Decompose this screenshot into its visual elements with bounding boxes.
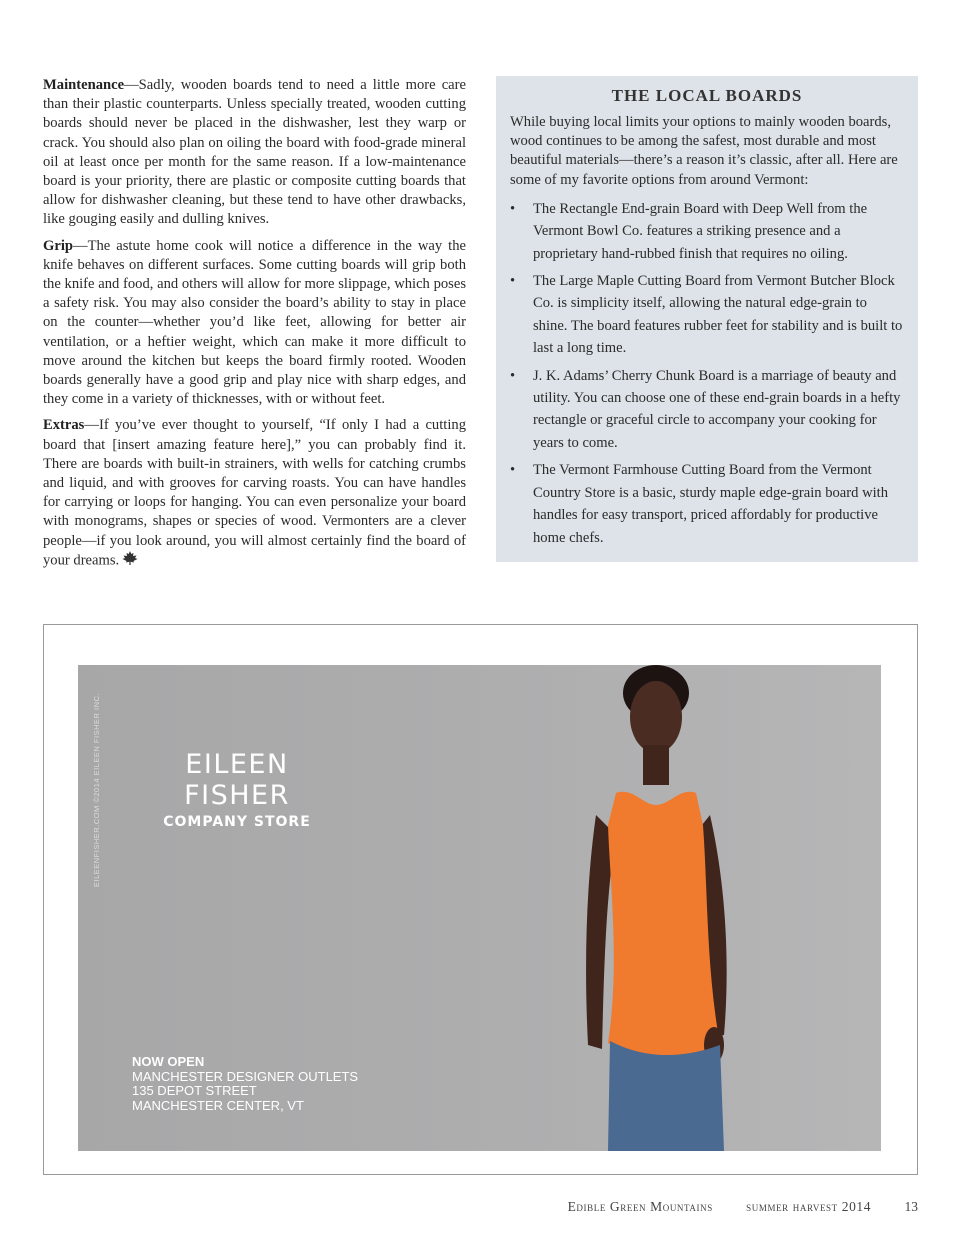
model-photo: [498, 665, 798, 1151]
advertisement-frame: [43, 624, 918, 1175]
maple-leaf-icon: [122, 551, 138, 571]
ad-brand-logo: [132, 749, 342, 830]
brand-subtitle: COMPANY STORE: [163, 814, 311, 830]
text-maintenance: —Sadly, wooden boards tend to need a little more care than their plastic counterparts. Unless specially treated, wooden cutting boards should never be placed in the dishwasher, lest they warp or crack. You should also plan on oiling the board with food-grade mineral oil at least once per month for the same reason. If a low-maintenance board is your priority, there are plastic or composite cutting boards that allow for dishwasher cleaning, but these tend to have other drawbacks, like gouging easily and dulling knives.: [43, 77, 466, 228]
list-item: • The Large Maple Cutting Board from Vermont Butcher Block Co. is simplicity itself, allowing the natural edge-grain to shine. The board features rubber feet for stability and is built to last a long time.: [510, 270, 904, 360]
text-extras: —If you’ve ever thought to yourself, “If only I had a cutting board that [insert amazing feature here],” you can probably find it. There are boards with built-in strainers, with wells for catching crumbs and liquid, and with grooves for carving roasts. You can have handles for carrying or loops for hanging. You can even personalize your board with monograms, shapes or species of wood. Vermonters are a clever people—if you look around, you will almost certainly find the board of your dreams.: [43, 417, 466, 569]
address-line: MANCHESTER CENTER, VT: [132, 1097, 304, 1113]
list-item: • J. K. Adams’ Cherry Chunk Board is a marriage of beauty and utility. You can choose one of these end-grain boards in a hefty rectangle or graceful circle to accompany your cooking for years to come.: [510, 365, 904, 455]
address-line: MANCHESTER DESIGNER OUTLETS: [132, 1068, 359, 1084]
paragraph-extras: [43, 416, 466, 571]
local-boards-sidebar: [496, 76, 918, 562]
paragraph-grip: [43, 237, 466, 410]
address-line: 135 DEPOT STREET: [132, 1083, 257, 1098]
term-extras: Extras: [43, 417, 85, 434]
brand-name: EILEEN FISHER: [184, 749, 290, 811]
list-item: • The Rectangle End-grain Board with Deep Well from the Vermont Bowl Co. features a striking presence and a proprietary hand-rubbed finish that requires no oiling.: [510, 198, 904, 265]
term-grip: Grip: [43, 237, 73, 254]
list-item: • The Vermont Farmhouse Cutting Board from the Vermont Country Store is a basic, sturdy maple edge-grain board with handles for easy transport, priced affordably for productive home chefs.: [510, 459, 904, 549]
article-column: [43, 76, 466, 578]
sidebar-title: THE LOCAL BOARDS: [611, 86, 803, 105]
issue-name: summer harvest 2014: [746, 1199, 872, 1214]
page-number: 13: [904, 1199, 918, 1214]
store-address: [132, 1055, 358, 1113]
paragraph-maintenance: [43, 76, 466, 230]
board-list: [510, 198, 904, 549]
sidebar-intro: While buying local limits your options to mainly wooden boards, wood continues to be among the safest, most durable and most beautiful materials—there’s a reason it’s classic, after all. Here are some of my favorite options from around Vermont:: [510, 114, 898, 188]
ad-copyright: EILEENFISHER.COM ©2014 EILEEN FISHER INC.: [92, 693, 101, 887]
term-maintenance: Maintenance: [43, 77, 125, 93]
page-footer: [568, 1199, 918, 1215]
now-open-label: NOW OPEN: [132, 1054, 205, 1069]
eileen-fisher-ad[interactable]: [78, 665, 881, 1151]
text-grip: —The astute home cook will notice a difference in the way the knife behaves on different surfaces. Some cutting boards will grip both the knife and food, and others will allow for more slippage, which poses a safety risk. You may also consider the board’s ability to stay in place on the counter—whether you’d like feet, allowing for better air ventilation, or a heftier weight, which can make it more difficult to move around the kitchen but keeps the board firmly rooted. Wooden boards generally have a good grip and play nice with sharp edges, and they come in a variety of thicknesses, with or without feet.: [43, 237, 466, 408]
orange-top: [608, 792, 720, 1058]
magazine-name: Edible Green Mountains: [567, 1199, 713, 1214]
